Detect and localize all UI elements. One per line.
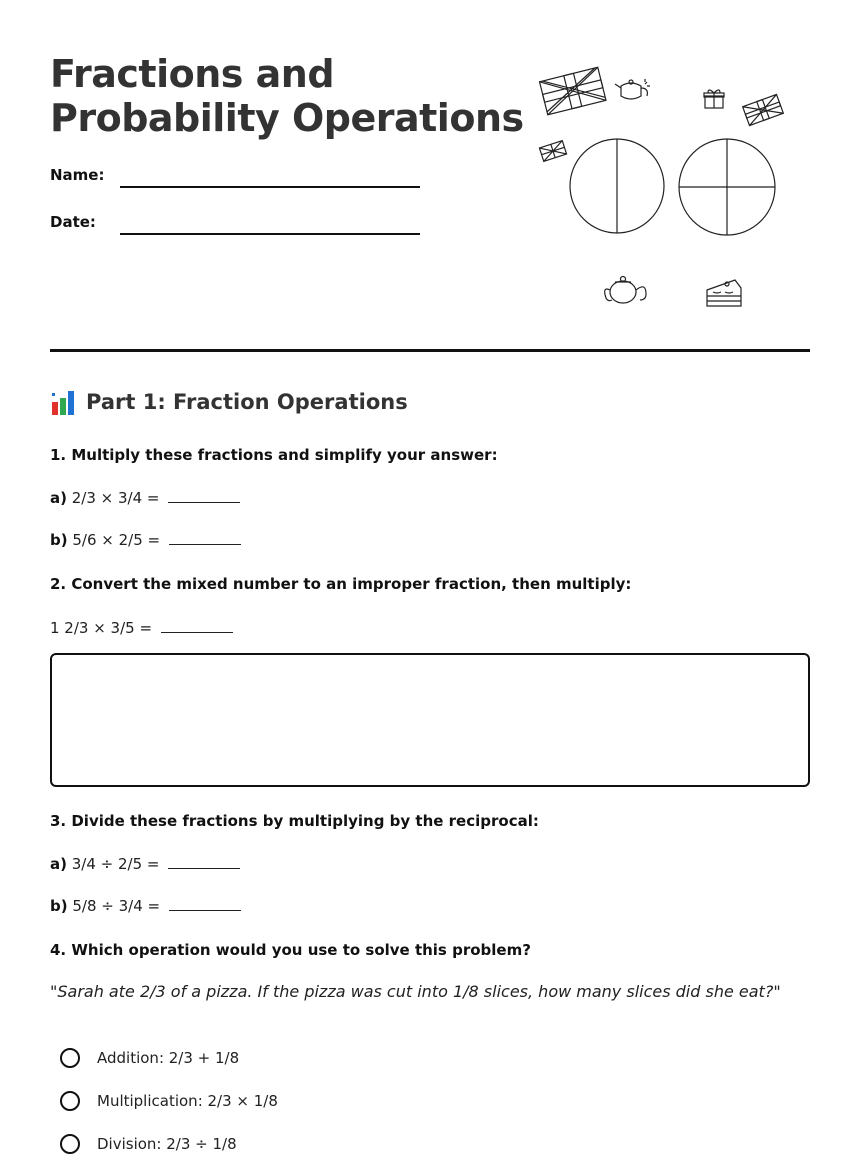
union-flag-small-icon xyxy=(743,94,784,125)
title-line-1: Fractions and xyxy=(50,52,335,96)
answer-blank-2[interactable] xyxy=(161,618,233,633)
date-field[interactable] xyxy=(120,233,420,235)
option-label: Division: 2/3 ÷ 1/8 xyxy=(97,1135,237,1153)
question-2-expression: 1 2/3 × 3/5 = xyxy=(50,619,153,637)
cake-slice-icon xyxy=(707,280,741,306)
word-problem-quote: "Sarah ate 2/3 of a pizza. If the pizza was cut into 1/8 slices, how many slices did she eat?" xyxy=(50,982,781,1001)
title-line-2: Probability Operations xyxy=(50,96,524,140)
question-3a xyxy=(50,854,240,873)
header-divider xyxy=(50,349,810,352)
question-3-prompt: 3. Divide these fractions by multiplying by the reciprocal: xyxy=(50,812,539,830)
radio-button[interactable] xyxy=(60,1134,80,1154)
question-1b-label: b) xyxy=(50,531,68,549)
option-addition[interactable] xyxy=(60,1048,239,1068)
question-3a-expression: 3/4 ÷ 2/5 = xyxy=(71,855,160,873)
name-label: Name: xyxy=(50,166,105,184)
header-illustration xyxy=(535,60,795,320)
radio-button[interactable] xyxy=(60,1048,80,1068)
question-2-prompt: 2. Convert the mixed number to an improper fraction, then multiply: xyxy=(50,575,632,593)
union-flag-tiny-icon xyxy=(539,141,566,162)
question-3b-expression: 5/8 ÷ 3/4 = xyxy=(72,897,161,915)
question-2 xyxy=(50,618,233,637)
answer-blank-1a[interactable] xyxy=(168,488,240,503)
section-title: Part 1: Fraction Operations xyxy=(86,390,408,414)
question-1b-expression: 5/6 × 2/5 = xyxy=(72,531,161,549)
question-1-prompt: 1. Multiply these fractions and simplify your answer: xyxy=(50,446,498,464)
question-3a-label: a) xyxy=(50,855,67,873)
question-1a xyxy=(50,488,240,507)
name-field[interactable] xyxy=(120,186,420,188)
option-multiplication[interactable] xyxy=(60,1091,278,1111)
teapot-sketch-icon xyxy=(615,79,650,99)
teapot-icon xyxy=(605,277,646,304)
option-division[interactable] xyxy=(60,1134,237,1154)
option-label: Addition: 2/3 + 1/8 xyxy=(97,1049,240,1067)
question-4-prompt: 4. Which operation would you use to solve this problem? xyxy=(50,941,531,959)
question-3b xyxy=(50,896,241,915)
gift-icon xyxy=(704,90,724,108)
question-1a-label: a) xyxy=(50,489,67,507)
answer-blank-3b[interactable] xyxy=(169,896,241,911)
radio-button[interactable] xyxy=(60,1091,80,1111)
question-3b-label: b) xyxy=(50,897,68,915)
bar-chart-icon xyxy=(50,388,76,416)
question-1a-expression: 2/3 × 3/4 = xyxy=(71,489,160,507)
pie-halves-icon xyxy=(570,139,664,233)
section-heading xyxy=(50,388,408,416)
union-flag-icon xyxy=(540,67,606,115)
page-title xyxy=(50,52,524,140)
date-label: Date: xyxy=(50,213,96,231)
question-1b xyxy=(50,530,241,549)
work-area-box[interactable] xyxy=(50,653,810,787)
option-label: Multiplication: 2/3 × 1/8 xyxy=(97,1092,278,1110)
answer-blank-1b[interactable] xyxy=(169,530,241,545)
answer-blank-3a[interactable] xyxy=(168,854,240,869)
pie-quarters-icon xyxy=(679,139,775,235)
